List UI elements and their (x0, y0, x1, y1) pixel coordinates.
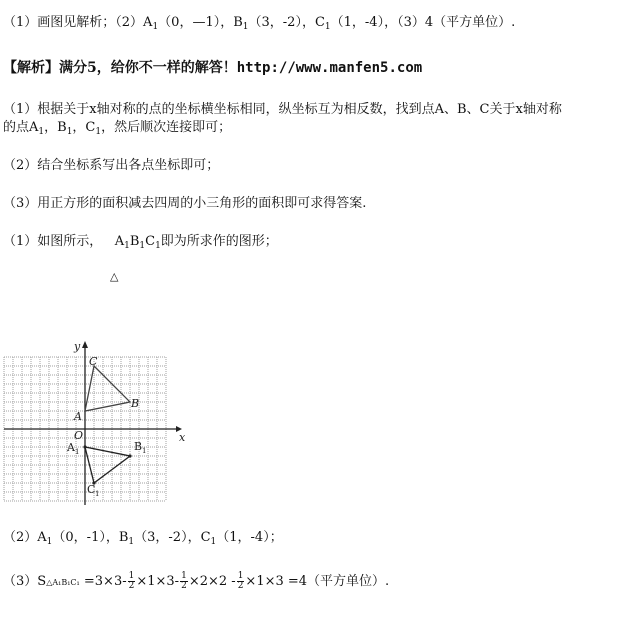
frac-num: 1 (237, 571, 244, 581)
subscript: 1 (38, 127, 45, 137)
answer-3-term: ×1×3 =4（平方单位）. (245, 574, 390, 589)
summary-part-2: （0，—1），B (158, 15, 243, 30)
answer-2-part: （2）A (3, 530, 47, 545)
triangle-abc (85, 366, 130, 411)
subscript: 1 (242, 22, 249, 32)
point-a1 (83, 445, 86, 448)
step-1b-part: ，B (44, 120, 67, 135)
point-b1 (128, 454, 131, 457)
subscript: 1 (152, 22, 159, 32)
step-1-continued (3, 120, 231, 136)
summary-part-1: （1）画图见解析；（2）A (3, 15, 153, 30)
subscript: 1 (66, 127, 73, 137)
subscript: 1 (46, 537, 53, 547)
answer-1-suffix: 即为所求作的图形； (160, 234, 278, 249)
subscript: 1 (95, 127, 102, 137)
answer-1 (3, 234, 278, 250)
subscript: 1 (124, 241, 130, 251)
analysis-tag: 【解析】 (3, 60, 59, 76)
step-1b-part: ，然后顺次连接即可； (101, 120, 232, 135)
frac-den: 2 (181, 581, 187, 591)
triangle-a1b1c1 (85, 447, 130, 483)
subscript: 1 (324, 22, 331, 32)
summary-part-3: （3，-2），C (248, 15, 325, 30)
label-b1-graph: B (134, 440, 143, 453)
label-a1: A (114, 234, 125, 249)
source-url: http://www.manfen5.com (236, 60, 423, 76)
analysis-slogan: 满分5，给你不一样的解答！ (59, 60, 237, 76)
y-axis-arrow (82, 341, 88, 348)
answer-3-term: ×2×2 - (188, 574, 236, 589)
step-1: （1）根据关于x轴对称的点的坐标横坐标相同，纵坐标互为相反数，找到点A、B、C关于x轴对称 (3, 102, 562, 117)
label-c: C (89, 355, 98, 368)
step-1b-part: ，C (72, 120, 96, 135)
coordinate-graph (0, 338, 190, 508)
fraction-half (180, 572, 188, 591)
y-axis-label: y (74, 340, 81, 353)
subscript: 1 (128, 537, 135, 547)
label-c1-graph: C (87, 483, 96, 496)
sub-b1: 1 (142, 447, 147, 455)
answer-2-part: （1，-4）； (216, 530, 283, 545)
analysis-header (3, 60, 422, 76)
step-3: （3）用正方形的面积减去四周的小三角形的面积即可求得答案. (3, 196, 367, 211)
answer-2-part: （3，-2），C (134, 530, 211, 545)
answer-3-term: ×1×3- (136, 574, 180, 589)
fraction-half (128, 572, 136, 591)
subscript: 1 (210, 537, 217, 547)
sub-a1: 1 (75, 448, 80, 456)
label-c1: C (145, 234, 156, 249)
frac-den: 2 (237, 581, 244, 591)
subscript: 1 (155, 241, 161, 251)
answer-3 (3, 572, 389, 591)
answer-summary (3, 15, 515, 31)
answer-3-prefix: （3）S (3, 574, 47, 589)
subscript: 1 (139, 241, 146, 251)
sub-c1: 1 (95, 490, 100, 498)
fraction-half (237, 572, 245, 591)
label-b: B (131, 397, 140, 410)
frac-num: 1 (181, 571, 187, 581)
label-b1: B (129, 234, 140, 249)
answer-1-prefix: （1）如图所示， (3, 234, 103, 249)
x-axis-label: x (179, 431, 186, 444)
triangle-symbol: △ (110, 270, 119, 283)
step-2: （2）结合坐标系写出各点坐标即可； (3, 158, 220, 173)
frac-den: 2 (128, 581, 135, 591)
frac-num: 1 (128, 571, 135, 581)
answer-2-part: （0，-1），B (52, 530, 129, 545)
summary-part-4: （1，-4），（3）4（平方单位）. (330, 15, 516, 30)
step-1b-part: 的点A (3, 120, 39, 135)
label-a: A (74, 410, 82, 423)
area-subscript: △A₁B₁C₁ (46, 578, 80, 587)
answer-3-eq: =3×3- (83, 574, 127, 589)
answer-2 (3, 530, 283, 546)
label-a1-graph: A (67, 441, 75, 454)
origin-label: O (74, 429, 84, 442)
